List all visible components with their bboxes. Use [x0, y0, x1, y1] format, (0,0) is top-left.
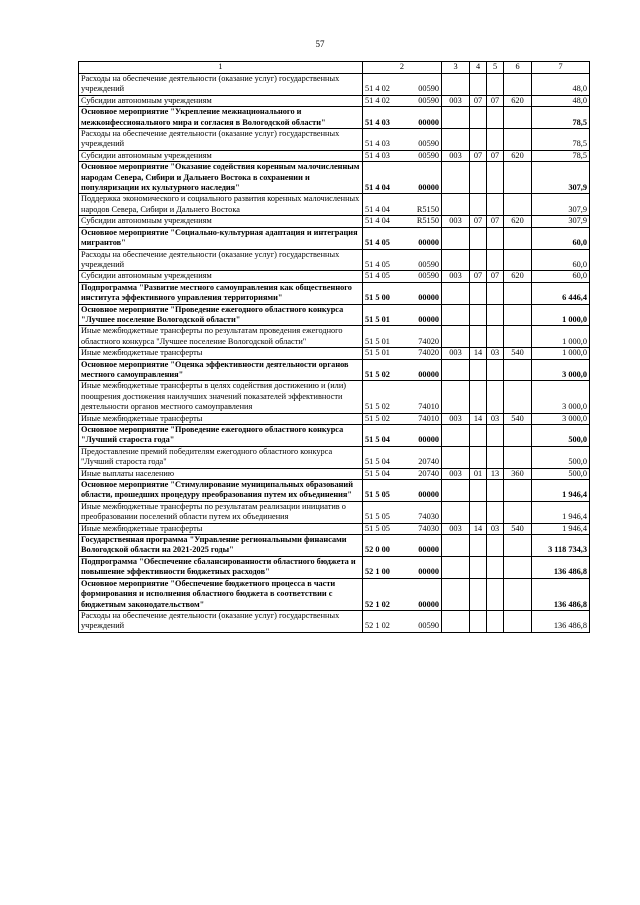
amount-cell: 500,0 [532, 468, 590, 479]
expense-type-cell [504, 282, 532, 304]
ministry-code-cell: 003 [442, 216, 470, 227]
expense-direction-cell: R5150 [407, 216, 442, 227]
section-cell [470, 425, 487, 447]
target-article-cell: 51 5 02 [363, 413, 403, 424]
expense-type-cell [504, 129, 532, 151]
subsection-cell [487, 381, 504, 413]
section-cell [470, 556, 487, 578]
amount-cell: 136 486,8 [532, 556, 590, 578]
amount-cell: 60,0 [532, 271, 590, 282]
section-cell [470, 535, 487, 557]
expense-type-cell [504, 326, 532, 348]
table-row [79, 129, 590, 151]
ministry-code-cell [442, 535, 470, 557]
table-row [79, 413, 590, 424]
amount-cell: 1 946,4 [532, 501, 590, 523]
amount-cell: 1 946,4 [532, 523, 590, 534]
expense-direction-cell: 00590 [407, 95, 442, 106]
header-col-7: 7 [532, 62, 590, 74]
ministry-code-cell [442, 194, 470, 216]
section-cell: 07 [470, 271, 487, 282]
target-article-cell: 51 4 05 [363, 249, 403, 271]
table-row [79, 468, 590, 479]
target-article-cell: 51 5 00 [363, 282, 403, 304]
header-col-1: 1 [79, 62, 363, 74]
table-row [79, 425, 590, 447]
target-article-cell: 51 4 03 [363, 107, 403, 129]
subsection-cell [487, 304, 504, 326]
table-row [79, 446, 590, 468]
amount-cell: 48,0 [532, 74, 590, 96]
expense-type-cell [504, 227, 532, 249]
expense-direction-cell: 00000 [407, 227, 442, 249]
subsection-cell [487, 480, 504, 502]
section-cell [470, 359, 487, 381]
subsection-cell [487, 74, 504, 96]
ministry-code-cell [442, 129, 470, 151]
expense-type-cell [504, 74, 532, 96]
row-name-cell: Иные межбюджетные трансферты по результатам реализации инициатив о преобразовании поселений области путем их объединения [79, 501, 363, 523]
header-col-2: 2 [363, 62, 442, 74]
expense-type-cell [504, 425, 532, 447]
row-name-cell: Основное мероприятие "Стимулирование муниципальных образований области, прошедших процедуру преобразования путем их объединения" [79, 480, 363, 502]
row-name-cell: Иные межбюджетные трансферты [79, 413, 363, 424]
ministry-code-cell: 003 [442, 413, 470, 424]
table-row [79, 480, 590, 502]
expense-direction-cell: 00000 [407, 282, 442, 304]
amount-cell: 136 486,8 [532, 610, 590, 632]
expense-direction-cell: 00590 [407, 150, 442, 161]
ministry-code-cell: 003 [442, 271, 470, 282]
ministry-code-cell [442, 610, 470, 632]
ministry-code-cell: 003 [442, 95, 470, 106]
ministry-code-cell [442, 480, 470, 502]
section-cell [470, 107, 487, 129]
expense-type-cell [504, 249, 532, 271]
amount-cell: 3 000,0 [532, 359, 590, 381]
row-name-cell: Иные выплаты населению [79, 468, 363, 479]
subsection-cell [487, 249, 504, 271]
table-row [79, 216, 590, 227]
section-cell [470, 249, 487, 271]
target-article-cell: 51 5 04 [363, 468, 403, 479]
row-name-cell: Иные межбюджетные трансферты по результатам проведения ежегодного областного конкурса "Лучшее поселение Вологодской области" [79, 326, 363, 348]
target-article-cell: 52 1 00 [363, 556, 403, 578]
expense-type-cell: 540 [504, 348, 532, 359]
amount-cell: 1 000,0 [532, 348, 590, 359]
expense-direction-cell: 00590 [407, 74, 442, 96]
amount-cell: 136 486,8 [532, 578, 590, 610]
section-cell [470, 282, 487, 304]
section-cell: 01 [470, 468, 487, 479]
ministry-code-cell: 003 [442, 523, 470, 534]
subsection-cell [487, 227, 504, 249]
section-cell: 14 [470, 348, 487, 359]
target-article-cell: 51 5 05 [363, 501, 403, 523]
table-row [79, 162, 590, 194]
row-name-cell: Подпрограмма "Обеспечение сбалансированности областного бюджета и повышение эффективности бюджетных расходов" [79, 556, 363, 578]
subsection-cell [487, 610, 504, 632]
amount-cell: 6 446,4 [532, 282, 590, 304]
target-article-cell: 51 4 04 [363, 162, 403, 194]
expense-direction-cell: 00000 [407, 578, 442, 610]
target-article-cell: 51 5 05 [363, 480, 403, 502]
ministry-code-cell [442, 249, 470, 271]
table-row [79, 227, 590, 249]
target-article-cell: 51 5 04 [363, 425, 403, 447]
expense-direction-cell: 00000 [407, 556, 442, 578]
expense-type-cell [504, 556, 532, 578]
row-name-cell: Основное мероприятие "Проведение ежегодного областного конкурса "Лучшее поселение Вологодской области" [79, 304, 363, 326]
expense-direction-cell: 74010 [407, 413, 442, 424]
header-col-6: 6 [504, 62, 532, 74]
expense-direction-cell: 20740 [407, 468, 442, 479]
subsection-cell: 07 [487, 150, 504, 161]
target-article-cell: 51 5 04 [363, 446, 403, 468]
target-article-cell: 51 4 05 [363, 227, 403, 249]
section-cell: 07 [470, 216, 487, 227]
target-article-cell: 51 4 03 [363, 129, 403, 151]
expense-direction-cell: 00000 [407, 425, 442, 447]
subsection-cell [487, 282, 504, 304]
row-name-cell: Субсидии автономным учреждениям [79, 216, 363, 227]
row-name-cell: Субсидии автономным учреждениям [79, 150, 363, 161]
table-row [79, 326, 590, 348]
ministry-code-cell [442, 304, 470, 326]
ministry-code-cell: 003 [442, 348, 470, 359]
ministry-code-cell [442, 359, 470, 381]
target-article-cell: 51 4 05 [363, 271, 403, 282]
subsection-cell [487, 107, 504, 129]
row-name-cell: Предоставление премий победителям ежегодного областного конкурса "Лучший староста года" [79, 446, 363, 468]
row-name-cell: Основное мероприятие "Социально-культурная адаптация и интеграция мигрантов" [79, 227, 363, 249]
expense-type-cell: 620 [504, 95, 532, 106]
ministry-code-cell [442, 162, 470, 194]
row-name-cell: Основное мероприятие "Оказание содействия коренным малочисленным народам Севера, Сибири и Дальнего Востока в сохранении и популяризации их культурного наследия" [79, 162, 363, 194]
row-name-cell: Иные межбюджетные трансферты в целях содействия достижению и (или) поощрения достижения наилучших значений показателей эффективности деятельности органов местного самоуправления [79, 381, 363, 413]
table-row [79, 249, 590, 271]
row-name-cell: Основное мероприятие "Проведение ежегодного областного конкурса "Лучший староста года" [79, 425, 363, 447]
expense-type-cell [504, 194, 532, 216]
section-cell [470, 578, 487, 610]
expense-type-cell [504, 480, 532, 502]
expense-direction-cell: 00000 [407, 107, 442, 129]
row-name-cell: Поддержка экономического и социального развития коренных малочисленных народов Севера, Сибири и Дальнего Востока [79, 194, 363, 216]
row-name-cell: Подпрограмма "Развитие местного самоуправления как общественного института эффективного управления территориями" [79, 282, 363, 304]
subsection-cell [487, 501, 504, 523]
table-row [79, 578, 590, 610]
expense-direction-cell: R5150 [407, 194, 442, 216]
expense-direction-cell: 00000 [407, 162, 442, 194]
section-cell [470, 326, 487, 348]
row-name-cell: Основное мероприятие "Обеспечение бюджетного процесса в части формирования и исполнения областного бюджета в соответствии с бюджетным законодательством" [79, 578, 363, 610]
amount-cell: 60,0 [532, 249, 590, 271]
table-row [79, 194, 590, 216]
row-name-cell: Государственная программа "Управление региональными финансами Вологодской области на 2021-2025 годы" [79, 535, 363, 557]
section-cell [470, 162, 487, 194]
expense-direction-cell: 00000 [407, 480, 442, 502]
expense-type-cell: 540 [504, 413, 532, 424]
section-cell: 14 [470, 523, 487, 534]
amount-cell: 307,9 [532, 194, 590, 216]
expense-direction-cell: 00000 [407, 359, 442, 381]
amount-cell: 78,5 [532, 150, 590, 161]
section-cell [470, 194, 487, 216]
target-article-cell: 51 4 04 [363, 216, 403, 227]
ministry-code-cell [442, 107, 470, 129]
amount-cell: 60,0 [532, 227, 590, 249]
expense-direction-cell: 00590 [407, 129, 442, 151]
section-cell: 14 [470, 413, 487, 424]
expense-direction-cell: 00590 [407, 610, 442, 632]
row-name-cell: Субсидии автономным учреждениям [79, 95, 363, 106]
target-article-cell: 51 5 01 [363, 304, 403, 326]
target-article-cell: 51 5 02 [363, 359, 403, 381]
table-row [79, 271, 590, 282]
row-name-cell: Расходы на обеспечение деятельности (оказание услуг) государственных учреждений [79, 74, 363, 96]
expense-type-cell [504, 578, 532, 610]
amount-cell: 1 000,0 [532, 326, 590, 348]
subsection-cell [487, 535, 504, 557]
amount-cell: 3 000,0 [532, 381, 590, 413]
table-row [79, 381, 590, 413]
subsection-cell: 03 [487, 348, 504, 359]
section-cell [470, 381, 487, 413]
amount-cell: 500,0 [532, 425, 590, 447]
ministry-code-cell: 003 [442, 468, 470, 479]
ministry-code-cell [442, 501, 470, 523]
expense-type-cell: 540 [504, 523, 532, 534]
amount-cell: 307,9 [532, 216, 590, 227]
subsection-cell: 03 [487, 413, 504, 424]
subsection-cell [487, 425, 504, 447]
expense-type-cell: 620 [504, 216, 532, 227]
target-article-cell: 51 4 02 [363, 95, 403, 106]
ministry-code-cell [442, 282, 470, 304]
target-article-cell: 51 4 02 [363, 74, 403, 96]
table-row [79, 359, 590, 381]
budget-table [78, 61, 590, 633]
subsection-cell [487, 578, 504, 610]
subsection-cell [487, 359, 504, 381]
section-cell [470, 227, 487, 249]
amount-cell: 3 118 734,3 [532, 535, 590, 557]
ministry-code-cell [442, 425, 470, 447]
table-row [79, 304, 590, 326]
expense-type-cell [504, 610, 532, 632]
expense-direction-cell: 00590 [407, 271, 442, 282]
ministry-code-cell [442, 578, 470, 610]
expense-direction-cell: 74030 [407, 501, 442, 523]
section-cell: 07 [470, 95, 487, 106]
expense-direction-cell: 00000 [407, 304, 442, 326]
subsection-cell: 13 [487, 468, 504, 479]
expense-direction-cell: 74020 [407, 326, 442, 348]
subsection-cell [487, 326, 504, 348]
expense-type-cell [504, 501, 532, 523]
header-col-5: 5 [487, 62, 504, 74]
table-row [79, 556, 590, 578]
table-row [79, 535, 590, 557]
target-article-cell: 52 1 02 [363, 610, 403, 632]
expense-type-cell [504, 107, 532, 129]
row-name-cell: Расходы на обеспечение деятельности (оказание услуг) государственных учреждений [79, 249, 363, 271]
section-cell [470, 74, 487, 96]
ministry-code-cell [442, 381, 470, 413]
target-article-cell: 51 5 05 [363, 523, 403, 534]
amount-cell: 3 000,0 [532, 413, 590, 424]
section-cell [470, 501, 487, 523]
section-cell [470, 304, 487, 326]
target-article-cell: 51 5 01 [363, 326, 403, 348]
target-article-cell: 51 4 03 [363, 150, 403, 161]
expense-type-cell [504, 304, 532, 326]
expense-type-cell [504, 446, 532, 468]
expense-direction-cell: 00590 [407, 249, 442, 271]
table-row [79, 282, 590, 304]
amount-cell: 78,5 [532, 129, 590, 151]
ministry-code-cell [442, 556, 470, 578]
expense-type-cell: 360 [504, 468, 532, 479]
expense-direction-cell: 74010 [407, 381, 442, 413]
header-col-3: 3 [442, 62, 470, 74]
ministry-code-cell [442, 326, 470, 348]
table-row [79, 523, 590, 534]
subsection-cell: 03 [487, 523, 504, 534]
expense-type-cell [504, 535, 532, 557]
row-name-cell: Основное мероприятие "Оценка эффективности деятельности органов местного самоуправления" [79, 359, 363, 381]
page-number: 57 [315, 39, 325, 49]
ministry-code-cell [442, 446, 470, 468]
subsection-cell: 07 [487, 216, 504, 227]
row-name-cell: Расходы на обеспечение деятельности (оказание услуг) государственных учреждений [79, 610, 363, 632]
section-cell [470, 446, 487, 468]
amount-cell: 1 946,4 [532, 480, 590, 502]
amount-cell: 307,9 [532, 162, 590, 194]
row-name-cell: Иные межбюджетные трансферты [79, 523, 363, 534]
amount-cell: 78,5 [532, 107, 590, 129]
expense-direction-cell: 74020 [407, 348, 442, 359]
expense-type-cell [504, 162, 532, 194]
row-name-cell: Субсидии автономным учреждениям [79, 271, 363, 282]
subsection-cell [487, 162, 504, 194]
amount-cell: 500,0 [532, 446, 590, 468]
subsection-cell [487, 129, 504, 151]
target-article-cell: 51 5 02 [363, 381, 403, 413]
row-name-cell: Основное мероприятие "Укрепление межнационального и межконфессионального мира и согласия в Вологодской области" [79, 107, 363, 129]
section-cell: 07 [470, 150, 487, 161]
amount-cell: 1 000,0 [532, 304, 590, 326]
table-row [79, 501, 590, 523]
subsection-cell: 07 [487, 271, 504, 282]
ministry-code-cell [442, 74, 470, 96]
row-name-cell: Иные межбюджетные трансферты [79, 348, 363, 359]
table-row [79, 95, 590, 106]
table-row [79, 107, 590, 129]
target-article-cell: 51 4 04 [363, 194, 403, 216]
section-cell [470, 480, 487, 502]
expense-direction-cell: 00000 [407, 535, 442, 557]
expense-type-cell [504, 381, 532, 413]
section-cell [470, 129, 487, 151]
amount-cell: 48,0 [532, 95, 590, 106]
table-row [79, 610, 590, 632]
table-row [79, 74, 590, 96]
target-article-cell: 52 0 00 [363, 535, 403, 557]
header-col-4: 4 [470, 62, 487, 74]
expense-direction-cell: 74030 [407, 523, 442, 534]
subsection-cell [487, 446, 504, 468]
expense-type-cell [504, 359, 532, 381]
expense-type-cell: 620 [504, 271, 532, 282]
row-name-cell: Расходы на обеспечение деятельности (оказание услуг) государственных учреждений [79, 129, 363, 151]
section-cell [470, 610, 487, 632]
table-row [79, 150, 590, 161]
subsection-cell [487, 556, 504, 578]
subsection-cell [487, 194, 504, 216]
ministry-code-cell: 003 [442, 150, 470, 161]
expense-direction-cell: 20740 [407, 446, 442, 468]
subsection-cell: 07 [487, 95, 504, 106]
target-article-cell: 51 5 01 [363, 348, 403, 359]
header-row [79, 62, 590, 74]
ministry-code-cell [442, 227, 470, 249]
table-row [79, 348, 590, 359]
target-article-cell: 52 1 02 [363, 578, 403, 610]
expense-type-cell: 620 [504, 150, 532, 161]
